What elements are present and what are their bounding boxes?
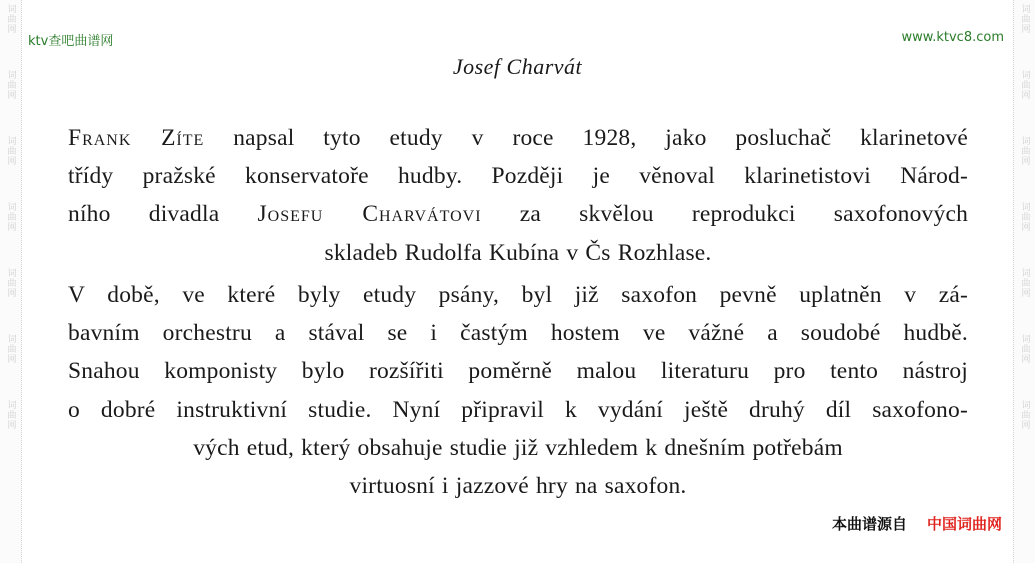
side-watermark: 词曲网 xyxy=(1019,202,1030,232)
side-watermark: 词曲网 xyxy=(5,202,16,232)
side-watermark: 词曲网 xyxy=(1019,334,1030,364)
paragraph-line: V době, ve které byly etudy psány, byl již saxofon pevně uplatněn v zá- xyxy=(68,282,968,308)
source-site-link[interactable]: 中国词曲网 xyxy=(926,515,1002,533)
paragraph-line: virtuosní i jazzové hry na saxofon. xyxy=(349,473,687,500)
composer-name: Frank Zíte xyxy=(68,125,205,151)
right-watermark-strip xyxy=(1013,0,1035,563)
paragraph-line: Snahou komponisty bylo rozšířiti poměrně malou literaturu pro tento nástroj xyxy=(68,358,968,385)
line-text: napsal tyto etudy v roce 1928, jako posluchač klarinetové xyxy=(233,125,968,151)
dedicatee-name: Josefu Charvátovi xyxy=(257,201,482,228)
site-link-left[interactable]: ktv查吧曲谱网 xyxy=(28,34,114,49)
paragraph-line xyxy=(68,195,968,233)
paragraph-line xyxy=(68,119,968,157)
paragraph-line: o dobré instruktivní studie. Nyní připravil k vydání ještě druhý díl saxofono- xyxy=(68,396,968,423)
side-watermark: 词曲网 xyxy=(1019,4,1030,34)
source-label: 本曲谱源自 xyxy=(831,515,907,533)
side-watermark: 词曲网 xyxy=(5,136,16,166)
side-watermark: 词曲网 xyxy=(5,4,16,34)
side-watermark: 词曲网 xyxy=(1019,136,1030,166)
document-title: Josef Charvát xyxy=(452,54,583,79)
site-link-right[interactable]: www.ktvc8.com xyxy=(901,30,1004,45)
paragraph-line: bavním orchestru a stával se i častým hostem ve vážné a soudobé hudbě. xyxy=(68,320,968,347)
side-watermark: 词曲网 xyxy=(5,400,16,430)
side-watermark: 词曲网 xyxy=(5,70,16,100)
side-watermark: 词曲网 xyxy=(1019,400,1030,430)
paragraph-line: třídy pražské konservatoře hudby. Později je věnoval klarinetistovi Národ- xyxy=(68,163,968,190)
paragraph-2 xyxy=(68,276,968,505)
side-watermark: 词曲网 xyxy=(5,334,16,364)
side-watermark: 词曲网 xyxy=(5,268,16,298)
side-watermark: 词曲网 xyxy=(1019,70,1030,100)
line-text: za skvělou reprodukci saxofonových xyxy=(519,201,969,228)
line-text: ního divadla xyxy=(68,201,220,228)
paragraph-1 xyxy=(68,119,968,272)
side-watermark: 词曲网 xyxy=(1019,268,1030,298)
paragraph-line: skladeb Rudolfa Kubína v Čs Rozhlase. xyxy=(324,239,712,266)
left-watermark-strip xyxy=(0,0,22,563)
paragraph-line: vých etud, který obsahuje studie již vzhledem k dnešním potřebám xyxy=(193,434,843,461)
source-footer xyxy=(832,513,1002,534)
